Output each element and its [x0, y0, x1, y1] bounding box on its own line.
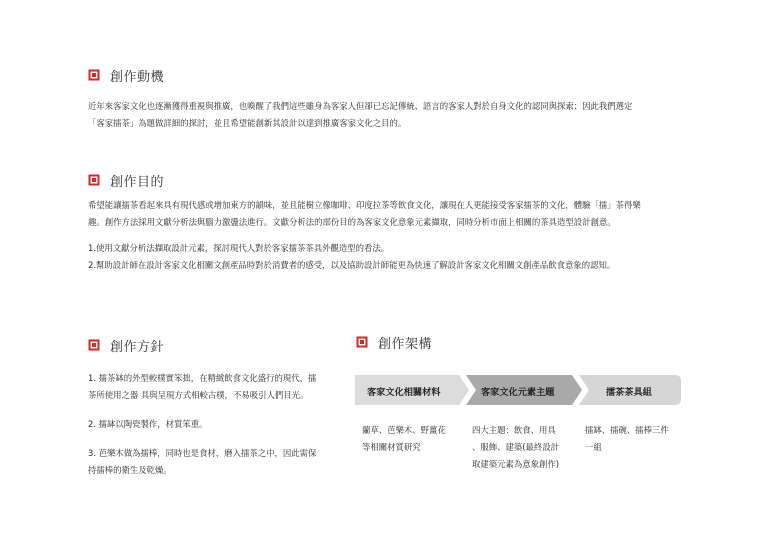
purpose-section [88, 171, 641, 274]
purpose-heading [88, 171, 641, 189]
purpose-line-2: 趣。創作方法採用文獻分析法與腦力激盪法進行。文獻分析法的部份目的為客家文化意象元素擷取，同時分析市面上相關的茶具造型設計創意。 [88, 217, 616, 227]
framework-step-2-desc [472, 422, 559, 473]
motivation-line-1: 近年來客家文化也逐漸獲得重視與推廣，也喚醒了我們這些雖身為客家人但卻已忘記傳統、語言的客家人對於自身文化的認同與探索；因此我們選定 [88, 101, 633, 111]
policy-item-3-line-2: 持擂棒的衛生及乾燥。 [88, 465, 172, 475]
policy-section [88, 336, 316, 479]
framework-step-2-label: 客家文化元素主題 [481, 387, 555, 398]
framework-flow [355, 375, 681, 405]
red-square-emblem-icon [88, 174, 100, 186]
red-square-emblem-icon [356, 336, 368, 348]
framework-step-1-desc-line-1: 蘭草、芭樂木、野薑花 [362, 425, 446, 435]
framework-step-2-desc-line-3: 取建築元素為意象創作) [472, 459, 560, 469]
framework-section [356, 333, 432, 351]
policy-item-1-line-1: 1. 擂茶缽的外型較樸實笨拙，在精緻飲食文化盛行的現代，擂 [88, 373, 317, 383]
framework-step-2-desc-line-1: 四大主題：飲食、用具 [472, 425, 556, 435]
policy-item-3-line-1: 3. 芭樂木做為擂棒，同時也是食材，磨入擂茶之中，因此需保 [88, 448, 317, 458]
purpose-point-2: 2.幫助設計師在設計客家文化相關文創產品時對於消費者的感受，以及協助設計師能更為快速了解設計客家文化相關文創產品飲食意象的認知。 [88, 260, 616, 270]
framework-step-1-desc-line-2: 等相關材質研究 [362, 442, 421, 452]
framework-step-1-desc [362, 422, 446, 456]
framework-step-2-desc-line-2: 、服飾、建築(最終設計 [472, 442, 560, 452]
red-square-emblem-icon [88, 69, 100, 81]
framework-step-3-desc-line-1: 擂缽、擂碗、擂棒三件 [585, 425, 669, 435]
framework-heading [356, 333, 432, 351]
policy-title: 創作方針 [110, 339, 165, 355]
motivation-line-2: 「客家擂茶」為題做詳細的探討，並且希望能創新其設計以達到推廣客家文化之目的。 [88, 118, 407, 128]
red-square-emblem-icon [88, 339, 100, 351]
framework-title: 創作架構 [378, 336, 433, 352]
policy-heading [88, 336, 316, 354]
motivation-title: 創作動機 [110, 69, 165, 85]
purpose-line-1: 希望能讓擂茶看起來具有現代感或增加東方的韻味，並且能樹立像咖啡、印度拉茶等飲食文化，讓現在人更能接受客家擂茶的文化，體驗「擂」茶得樂 [88, 200, 641, 210]
policy-item-1-line-2: 茶所使用之器 具與呈現方式相較古樸，不易吸引人們目光。 [88, 390, 309, 400]
framework-step-1-label: 客家文化相關材料 [367, 387, 441, 398]
framework-step-3-desc-line-2: 一組 [585, 442, 602, 452]
purpose-point-1: 1.使用文獻分析法擷取設計元素，探討現代人對於客家擂茶茶具外觀造型的看法。 [88, 243, 390, 253]
policy-item-2-line-1: 2. 擂缽以陶瓷製作，材質笨重。 [88, 419, 208, 429]
purpose-title: 創作目的 [110, 174, 165, 190]
framework-step-3-label: 擂茶茶具組 [606, 387, 652, 398]
motivation-heading [88, 66, 632, 84]
motivation-section [88, 66, 632, 132]
framework-step-3-desc [585, 422, 669, 456]
